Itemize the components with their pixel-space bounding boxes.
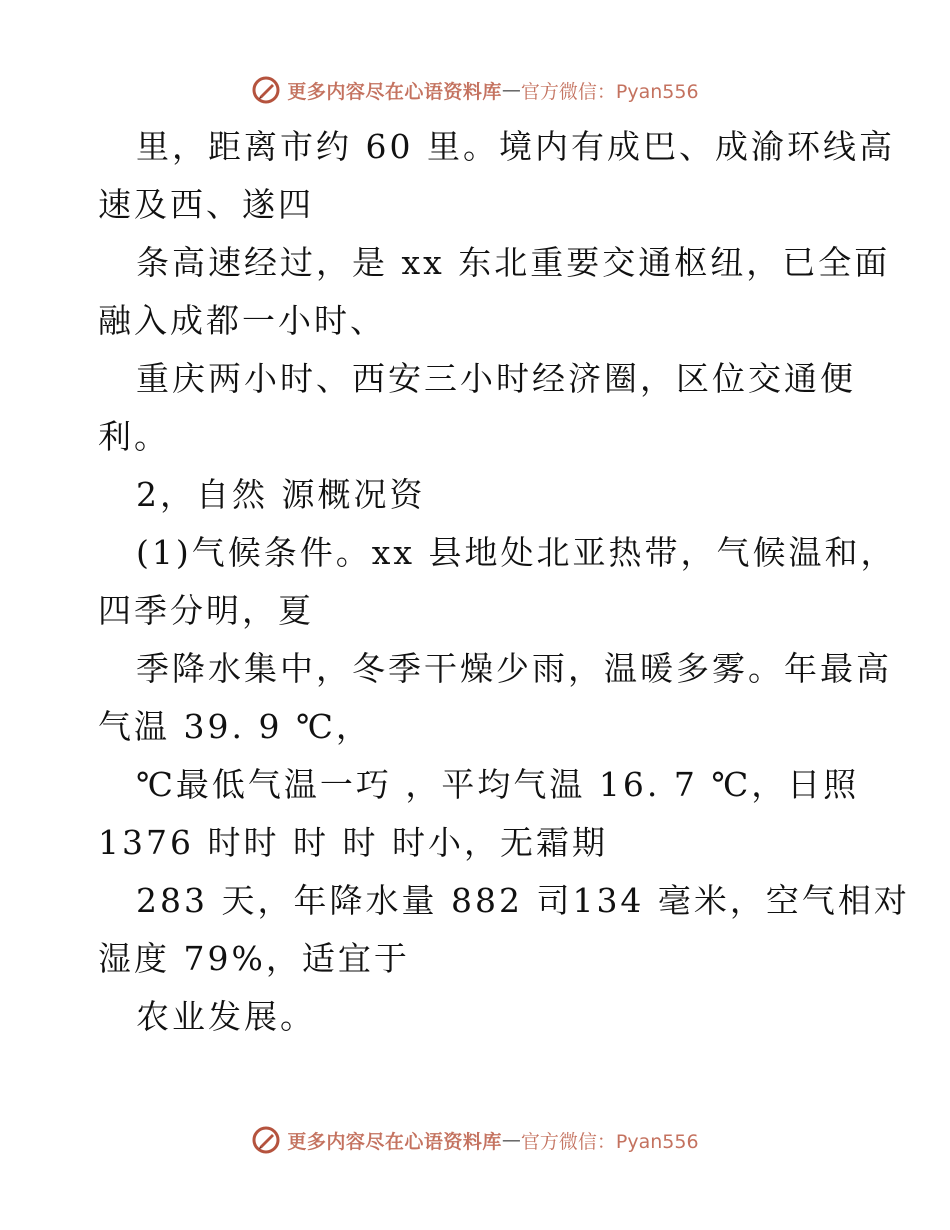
header-watermark	[0, 72, 950, 108]
text-line: 速及西、遂四	[98, 185, 314, 224]
watermark-separator: —	[501, 79, 521, 101]
pen-circle-logo-icon	[251, 1125, 281, 1155]
text-line: 农业发展。	[136, 997, 316, 1036]
watermark-brand-text: 更多内容尽在心语资料库	[287, 80, 502, 103]
text-line: 融入成都一小时、	[98, 301, 386, 340]
text-line: 气温 39. 9 ℃，	[98, 707, 372, 746]
text-line: 条高速经过，是 xx 东北重要交通枢纽，已全面	[136, 243, 891, 282]
section-heading: 2，自然 源概况资	[136, 475, 426, 514]
text-line: 四季分明，夏	[98, 591, 314, 630]
text-line: 重庆两小时、西安三小时经济圈，区位交通便	[136, 359, 856, 398]
text-line: 1376 时时 时 时 时小，无霜期	[98, 823, 608, 862]
text-line: 季降水集中，冬季干燥少雨，温暖多雾。年最高	[136, 649, 892, 688]
text-line: 湿度 79%，适宜于	[98, 939, 410, 978]
text-line: 利。	[98, 417, 170, 456]
footer-watermark	[0, 1122, 950, 1158]
text-line: ℃最低气温一巧 ，平均气温 16. 7 ℃，日照	[136, 765, 860, 804]
watermark-contact-text: 官方微信：Pyan556	[520, 80, 699, 103]
text-line: 里，距离市约 60 里。境内有成巴、成渝环线高	[136, 127, 895, 166]
text-line: 283 天，年降水量 882 司134 毫米，空气相对	[136, 881, 910, 920]
watermark-separator: —	[501, 1129, 521, 1151]
watermark-contact-text: 官方微信：Pyan556	[520, 1130, 699, 1153]
pen-circle-logo-icon	[251, 75, 281, 105]
watermark-brand-text: 更多内容尽在心语资料库	[287, 1130, 502, 1153]
text-line: (1)气候条件。xx 县地处北亚热带，气候温和，	[136, 533, 897, 572]
